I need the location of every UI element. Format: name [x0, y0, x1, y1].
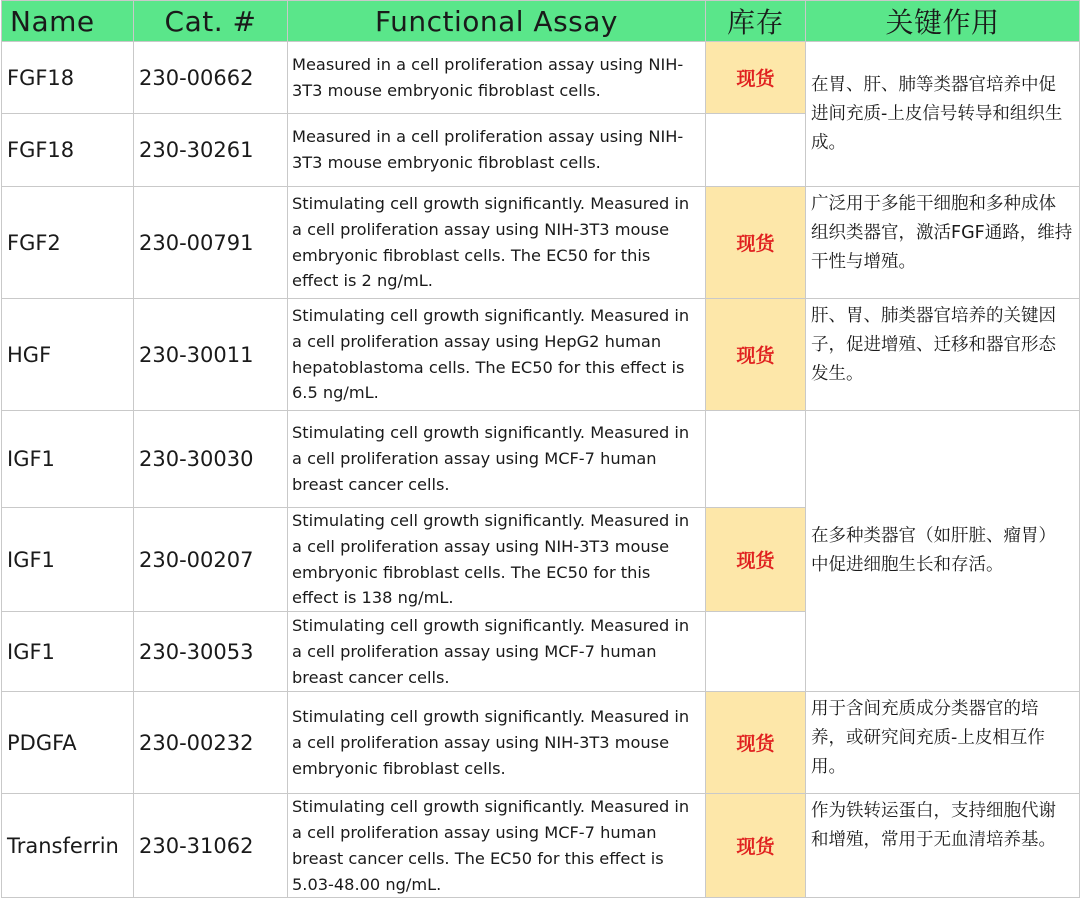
row-name: FGF18: [2, 42, 134, 114]
header-name: Name: [2, 1, 134, 42]
row-name: Transferrin: [2, 794, 134, 898]
stock-badge: 现货: [706, 692, 806, 794]
stock-badge: 现货: [706, 299, 806, 411]
row-name: IGF1: [2, 411, 134, 508]
row-assay: Stimulating cell growth significantly. Measured in a cell proliferation assay using NIH-3T3 mouse embryonic fibroblast cells. The EC50 for this effect is 2 ng/mL.: [288, 187, 706, 299]
row-cat: 230-30030: [134, 411, 288, 508]
row-cat: 230-30053: [134, 612, 288, 692]
row-cat: 230-00791: [134, 187, 288, 299]
stock-cell: [706, 612, 806, 692]
row-assay: Measured in a cell proliferation assay using NIH-3T3 mouse embryonic fibroblast cells.: [288, 114, 706, 187]
row-function: 肝、胃、肺类器官培养的关键因子，促进增殖、迁移和器官形态发生。: [806, 299, 1080, 411]
header-function: 关键作用: [806, 1, 1080, 42]
header-cat: Cat. #: [134, 1, 288, 42]
table-row: [2, 187, 1080, 299]
header-stock: 库存: [706, 1, 806, 42]
row-assay: Stimulating cell growth significantly. Measured in a cell proliferation assay using MCF-7 human breast cancer cells.: [288, 411, 706, 508]
table-row: [2, 411, 1080, 508]
row-name: IGF1: [2, 508, 134, 612]
row-assay: Stimulating cell growth significantly. Measured in a cell proliferation assay using NIH-3T3 mouse embryonic fibroblast cells. The EC50 for this effect is 138 ng/mL.: [288, 508, 706, 612]
row-assay: Measured in a cell proliferation assay using NIH-3T3 mouse embryonic fibroblast cells.: [288, 42, 706, 114]
table-row: [2, 794, 1080, 898]
stock-cell: [706, 114, 806, 187]
row-function: 用于含间充质成分类器官的培养，或研究间充质-上皮相互作用。: [806, 692, 1080, 794]
row-function: 广泛用于多能干细胞和多种成体组织类器官，激活FGF通路，维持干性与增殖。: [806, 187, 1080, 299]
stock-badge: 现货: [706, 187, 806, 299]
product-table: [1, 0, 1080, 898]
row-cat: 230-30261: [134, 114, 288, 187]
row-function: 作为铁转运蛋白，支持细胞代谢和增殖，常用于无血清培养基。: [806, 794, 1080, 898]
stock-badge: 现货: [706, 794, 806, 898]
row-function: 在胃、肝、肺等类器官培养中促进间充质-上皮信号转导和组织生成。: [806, 42, 1080, 187]
header-assay: Functional Assay: [288, 1, 706, 42]
row-cat: 230-00207: [134, 508, 288, 612]
stock-badge: 现货: [706, 508, 806, 612]
table-row: [2, 299, 1080, 411]
stock-badge: 现货: [706, 42, 806, 114]
stock-cell: [706, 411, 806, 508]
row-name: FGF2: [2, 187, 134, 299]
row-name: FGF18: [2, 114, 134, 187]
row-name: HGF: [2, 299, 134, 411]
row-function: 在多种类器官（如肝脏、瘤胃）中促进细胞生长和存活。: [806, 411, 1080, 692]
row-assay: Stimulating cell growth significantly. Measured in a cell proliferation assay using NIH-3T3 mouse embryonic fibroblast cells.: [288, 692, 706, 794]
row-name: IGF1: [2, 612, 134, 692]
row-assay: Stimulating cell growth significantly. Measured in a cell proliferation assay using HepG2 human hepatoblastoma cells. The EC50 for this effect is 6.5 ng/mL.: [288, 299, 706, 411]
row-cat: 230-00232: [134, 692, 288, 794]
table-row: [2, 692, 1080, 794]
row-assay: Stimulating cell growth significantly. Measured in a cell proliferation assay using MCF-7 human breast cancer cells. The EC50 for this effect is 5.03-48.00 ng/mL.: [288, 794, 706, 898]
row-name: PDGFA: [2, 692, 134, 794]
row-assay: Stimulating cell growth significantly. Measured in a cell proliferation assay using MCF-7 human breast cancer cells.: [288, 612, 706, 692]
row-cat: 230-30011: [134, 299, 288, 411]
table-row: [2, 42, 1080, 114]
row-cat: 230-00662: [134, 42, 288, 114]
row-cat: 230-31062: [134, 794, 288, 898]
header-row: [2, 1, 1080, 42]
